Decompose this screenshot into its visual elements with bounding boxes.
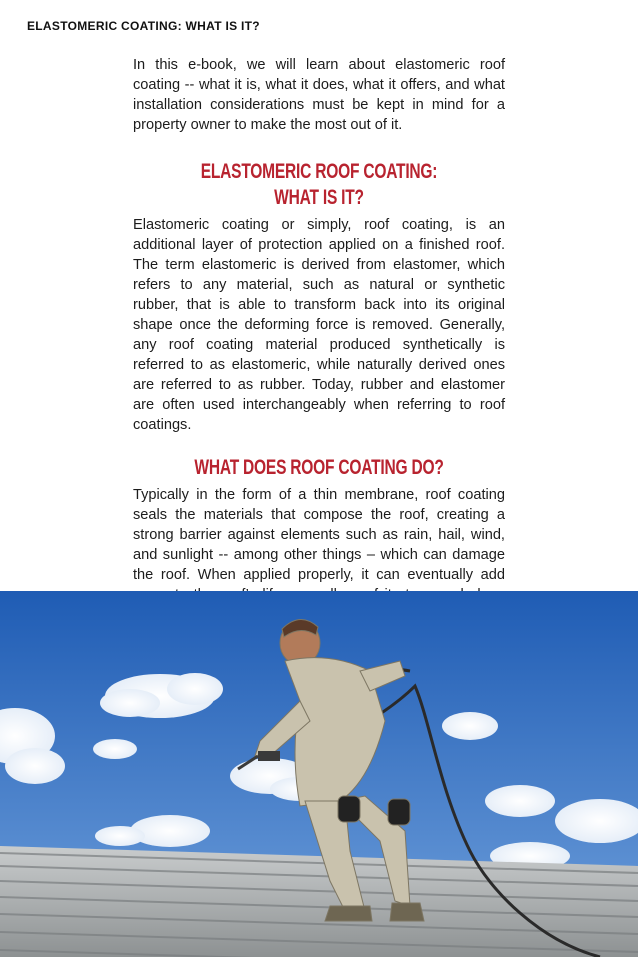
roof-worker-photo <box>0 591 638 957</box>
section-paragraph-what-is-it: Elastomeric coating or simply, roof coating, is an additional layer of protection applied on a finished roof. The term elastomeric is derived from elastomer, which refers to any material, such as natural or synthetic rubber, that is able to transform back into its original shape once the deforming force is removed. Generally, any roof coating material produced synthetically is referred to as elastomeric, while naturally derived ones are referred to as rubber. Today, rubber and elastomer are often used interchangeably when referring to roof coatings. <box>133 217 505 433</box>
running-header: ELASTOMERIC COATING: WHAT IS IT? <box>27 19 260 33</box>
main-content <box>133 55 505 625</box>
intro-paragraph: In this e-book, we will learn about elastomeric roof coating -- what it is, what it does, what it offers, and what installation considerations must be kept in mind for a property owner to make the most out of it. <box>133 57 505 133</box>
roof-worker-illustration <box>0 591 638 957</box>
section-heading-what-is-it: ELASTOMERIC ROOF COATING: WHAT IS IT? <box>200 160 438 209</box>
section-paragraph-what-does-it-do: Typically in the form of a thin membrane, roof coating seals the materials that compose the roof, creating a strong barrier against elements such as rain, hail, wind, and sunlight -- among other things – which can damage the roof. When applied properly, it can eventually add <box>133 487 505 583</box>
section-heading-what-does-it-do: WHAT DOES ROOF COATING DO? <box>194 456 444 479</box>
